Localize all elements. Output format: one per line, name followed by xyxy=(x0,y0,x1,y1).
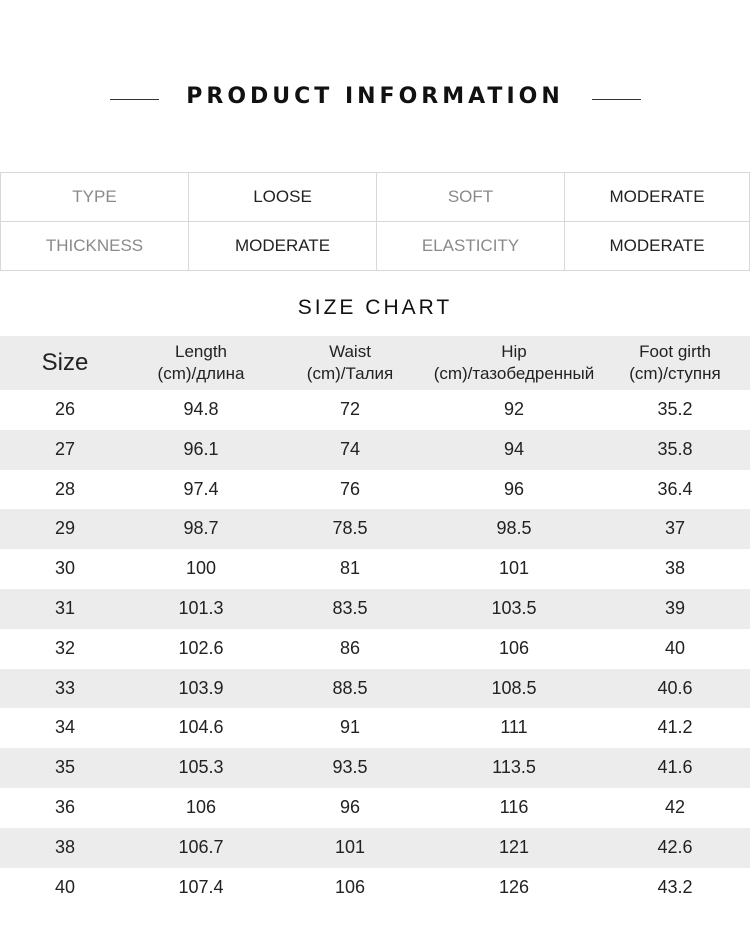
cell-length: 105.3 xyxy=(178,757,224,778)
header-size xyxy=(0,336,130,390)
cell-waist: 101 xyxy=(334,836,366,857)
header-waist-unit: (cm)/Талия xyxy=(306,364,394,383)
product-info-table xyxy=(0,172,750,271)
header-length xyxy=(130,336,272,390)
cell-hip: 116 xyxy=(499,796,529,817)
table-row xyxy=(0,669,750,709)
cell-foot-girth: 37 xyxy=(664,518,686,539)
cell-length: 97.4 xyxy=(183,478,219,499)
info-key-type: TYPE xyxy=(0,173,188,221)
info-value-thickness: MODERATE xyxy=(188,222,376,270)
cell-size: 40 xyxy=(54,876,76,897)
header-foot-girth-unit: (cm)/ступня xyxy=(629,364,721,383)
cell-foot-girth: 35.2 xyxy=(657,399,693,419)
header-waist xyxy=(272,336,428,390)
table-row xyxy=(0,509,750,549)
heading-divider-left xyxy=(110,99,159,100)
cell-foot-girth: 39 xyxy=(664,597,686,618)
cell-waist: 93.5 xyxy=(332,757,368,778)
cell-size: 27 xyxy=(54,438,76,459)
cell-hip: 94 xyxy=(503,438,525,459)
cell-waist: 74 xyxy=(339,438,361,459)
cell-waist: 96 xyxy=(339,796,361,817)
table-row xyxy=(0,470,750,510)
header-waist-label: Waist xyxy=(329,342,371,361)
info-value-type: LOOSE xyxy=(188,173,376,221)
table-row xyxy=(0,868,750,908)
info-row xyxy=(0,173,750,222)
size-chart-header-row xyxy=(0,336,750,390)
cell-hip: 108.5 xyxy=(491,677,537,698)
page-title: PRODUCT INFORMATION xyxy=(186,84,564,109)
table-row xyxy=(0,430,750,470)
table-row xyxy=(0,629,750,669)
table-row xyxy=(0,828,750,868)
header-hip xyxy=(428,336,600,390)
cell-size: 30 xyxy=(54,558,76,579)
cell-length: 106 xyxy=(185,796,217,817)
cell-waist: 81 xyxy=(339,558,361,579)
cell-size: 38 xyxy=(54,836,76,857)
cell-size: 34 xyxy=(54,717,76,738)
table-row xyxy=(0,748,750,788)
cell-size: 32 xyxy=(54,637,76,658)
header-length-label: Length xyxy=(175,342,227,361)
cell-waist: 91 xyxy=(339,717,361,738)
cell-size: 36 xyxy=(54,796,76,817)
table-row xyxy=(0,589,750,629)
cell-length: 100 xyxy=(185,558,217,579)
cell-foot-girth: 42.6 xyxy=(657,836,693,857)
cell-waist: 106 xyxy=(334,876,366,897)
cell-foot-girth: 42 xyxy=(664,796,686,817)
cell-length: 96.1 xyxy=(183,438,219,459)
cell-waist: 76 xyxy=(339,478,361,499)
heading-divider-right xyxy=(592,99,641,100)
table-row xyxy=(0,708,750,748)
cell-waist: 88.5 xyxy=(332,677,368,698)
cell-hip: 106 xyxy=(498,637,530,658)
cell-hip: 121 xyxy=(498,836,530,857)
cell-size: 28 xyxy=(54,478,76,499)
cell-hip: 101 xyxy=(498,558,530,579)
header-foot-girth-label: Foot girth xyxy=(639,342,711,361)
cell-size: 29 xyxy=(54,518,76,539)
cell-length: 98.7 xyxy=(183,518,219,539)
cell-size: 33 xyxy=(54,677,76,698)
cell-hip: 126 xyxy=(498,876,530,897)
cell-waist: 86 xyxy=(339,637,361,658)
cell-size: 31 xyxy=(54,597,76,618)
cell-foot-girth: 40 xyxy=(664,637,686,658)
product-information-heading xyxy=(0,82,750,118)
cell-length: 104.6 xyxy=(178,717,224,738)
cell-length: 94.8 xyxy=(183,399,219,419)
cell-foot-girth: 43.2 xyxy=(657,876,693,897)
info-key-soft: SOFT xyxy=(376,173,564,221)
header-size-label: Size xyxy=(41,349,89,376)
header-hip-label: Hip xyxy=(501,342,527,361)
info-value-soft: MODERATE xyxy=(564,173,750,221)
info-key-thickness: THICKNESS xyxy=(0,222,188,270)
cell-hip: 98.5 xyxy=(496,518,532,539)
info-key-elasticity: ELASTICITY xyxy=(376,222,564,270)
header-hip-unit: (cm)/тазобедренный xyxy=(433,364,595,383)
cell-foot-girth: 38 xyxy=(664,558,686,579)
info-value-elasticity: MODERATE xyxy=(564,222,750,270)
cell-foot-girth: 40.6 xyxy=(657,677,693,698)
size-chart-title: SIZE CHART xyxy=(297,296,453,319)
cell-foot-girth: 36.4 xyxy=(657,478,693,499)
info-row xyxy=(0,222,750,271)
cell-foot-girth: 41.2 xyxy=(657,717,693,738)
header-foot-girth xyxy=(600,336,750,390)
cell-length: 101.3 xyxy=(178,597,224,618)
cell-length: 102.6 xyxy=(178,637,224,658)
cell-hip: 96 xyxy=(503,478,525,499)
cell-waist: 72 xyxy=(339,399,361,419)
cell-hip: 103.5 xyxy=(491,597,537,618)
cell-hip: 111 xyxy=(500,717,528,738)
cell-length: 107.4 xyxy=(178,876,224,897)
cell-length: 103.9 xyxy=(178,677,224,698)
cell-hip: 113.5 xyxy=(492,757,536,778)
cell-size: 26 xyxy=(54,399,76,419)
header-length-unit: (cm)/длина xyxy=(157,364,245,383)
cell-waist: 78.5 xyxy=(332,518,368,539)
table-row xyxy=(0,788,750,828)
cell-size: 35 xyxy=(54,757,76,778)
cell-foot-girth: 41.6 xyxy=(657,757,693,778)
cell-hip: 92 xyxy=(503,399,525,419)
table-row xyxy=(0,390,750,430)
size-chart-body xyxy=(0,390,750,907)
cell-length: 106.7 xyxy=(178,836,224,857)
cell-foot-girth: 35.8 xyxy=(657,438,693,459)
cell-waist: 83.5 xyxy=(332,597,368,618)
table-row xyxy=(0,549,750,589)
